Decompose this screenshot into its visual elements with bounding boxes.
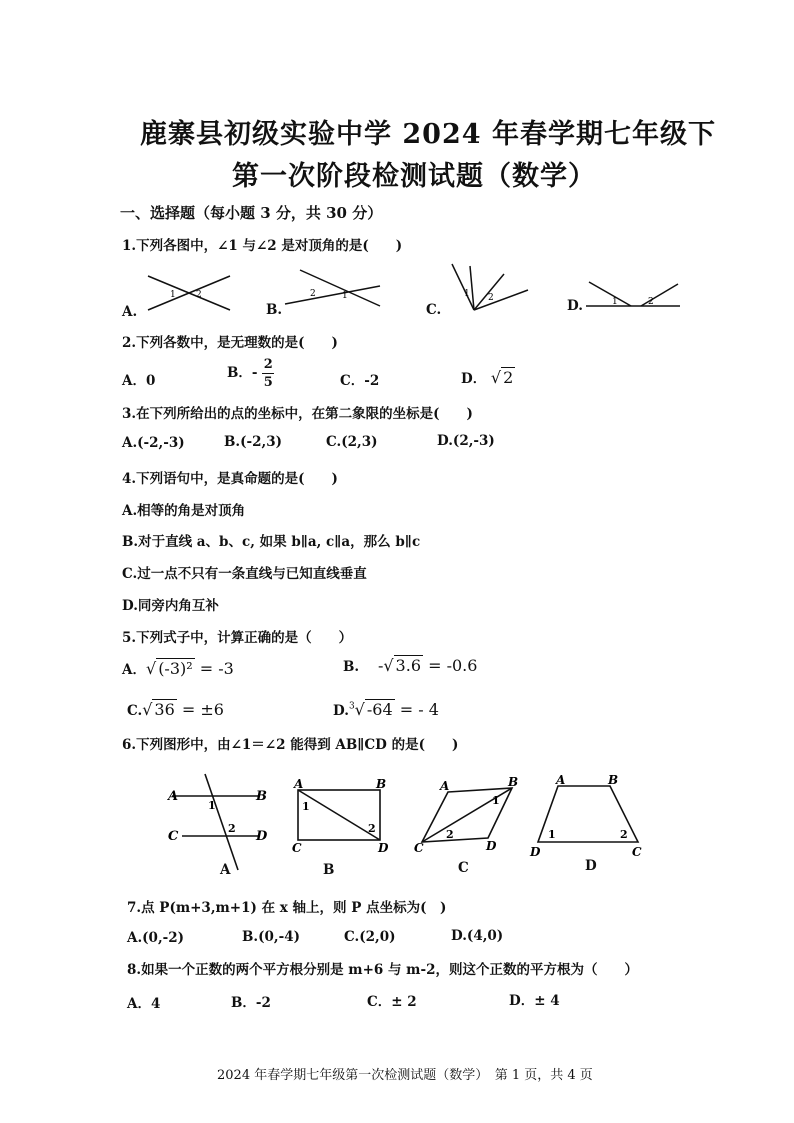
- q1b-angle-2: 2: [310, 289, 316, 299]
- q5b-radicand: 3.6: [395, 656, 421, 675]
- q1a-angle-2: 2: [196, 290, 202, 300]
- q7-option-d: D.(4,0): [451, 928, 504, 944]
- q3-option-c: C.(2,3): [326, 434, 378, 450]
- q1-option-b-label: B.: [266, 302, 283, 318]
- q6a-point-c: C: [168, 829, 179, 844]
- q5a-sqrt: √ (-3)² = -3: [145, 659, 234, 678]
- q6d-point-a: A: [556, 773, 566, 787]
- q6a-point-b: B: [256, 789, 267, 804]
- q6b-point-c: C: [292, 841, 302, 853]
- q5b-prefix: -: [377, 656, 384, 675]
- q5d-cbrt: $^3$√ -64 = - 4: [348, 700, 439, 719]
- q6c-point-c: C: [414, 841, 424, 852]
- q5-option-a: [122, 658, 234, 678]
- q6b-point-a: A: [294, 778, 304, 791]
- q5d-result: = - 4: [394, 700, 439, 719]
- q1b-angle-1: 1: [342, 291, 348, 301]
- q6a-point-d: D: [256, 829, 268, 844]
- q6c-point-a: A: [440, 779, 450, 793]
- q2-option-b: [227, 358, 274, 389]
- q4-option-a: A.相等的角是对顶角: [122, 503, 246, 519]
- q1c-angle-2: 2: [488, 293, 494, 303]
- q5a-radicand: (-3)²: [158, 659, 193, 678]
- question-4-stem: 4.下列语句中，是真命题的是( ): [122, 471, 338, 487]
- q5a-result: = -3: [194, 659, 234, 678]
- q6-caption-d: D: [585, 858, 597, 874]
- q2-fraction: [262, 358, 274, 389]
- q8-option-d: D．± 4: [509, 993, 560, 1009]
- page-footer: 2024 年春学期七年级第一次检测试题（数学） 第 1 页，共 4 页: [217, 1068, 593, 1083]
- q4-option-c: C.过一点不只有一条直线与已知直线垂直: [122, 566, 367, 582]
- q2-fraction-bar: [262, 373, 274, 374]
- question-2-stem: 2.下列各数中，是无理数的是( ): [122, 335, 338, 351]
- q6b-angle-1: 1: [302, 800, 310, 813]
- q8-option-a: A．4: [127, 996, 161, 1012]
- q5b-expr: -√ 3.6 = -0.6: [377, 656, 478, 675]
- q5b-result: = -0.6: [423, 656, 478, 675]
- question-7-stem: 7.点 P(m+3,m+1) 在 x 轴上，则 P 点坐标为( ): [127, 900, 447, 916]
- q1d-line-2: [641, 284, 678, 306]
- section-heading: 一、选择题（每小题 3 分，共 30 分）: [120, 204, 383, 222]
- q6-figure-b: [286, 778, 396, 853]
- q2-option-c: C．-2: [340, 373, 380, 389]
- q2-fraction-denominator: 5: [263, 375, 273, 390]
- q1-figure-b: [282, 266, 382, 316]
- q1-figure-c: [444, 260, 534, 316]
- q6d-angle-1: 1: [548, 828, 556, 841]
- q2-option-a: A．0: [122, 373, 156, 389]
- page-title-line1: 鹿寨县初级实验中学 2024 年春学期七年级下: [140, 119, 716, 150]
- page-title-line2: 第一次阶段检测试题（数学）: [232, 161, 596, 192]
- q3-option-a: A.(-2,-3): [122, 435, 185, 451]
- q6d-angle-2: 2: [620, 828, 628, 841]
- q2-option-d-prefix: D．: [461, 371, 487, 387]
- q1-figure-a: [140, 268, 235, 318]
- q6c-angle-2: 2: [446, 828, 454, 841]
- q1-option-a-label: A.: [122, 304, 138, 320]
- q1-option-d-label: D.: [567, 298, 583, 314]
- q7-option-b: B.(0,-4): [242, 929, 300, 945]
- q1a-angle-1: 1: [170, 290, 176, 300]
- q6c-point-d: D: [486, 839, 497, 852]
- question-6-stem: 6.下列图形中，由∠1＝∠2 能得到 AB∥CD 的是( ): [122, 737, 459, 753]
- q8-option-c: C．± 2: [367, 994, 417, 1010]
- question-1-stem: 1.下列各图中，∠1 与∠2 是对顶角的是( ): [122, 238, 403, 254]
- q2-sqrt-radicand: 2: [503, 368, 514, 387]
- q6b-point-b: B: [376, 778, 387, 791]
- q6a-point-a: A: [168, 789, 179, 804]
- q6a-angle-2: 2: [228, 822, 236, 835]
- q1d-angle-2: 2: [648, 297, 654, 307]
- q5c-radicand: 36: [154, 700, 175, 719]
- q1d-angle-1: 1: [612, 297, 618, 307]
- q1-option-c-label: C.: [426, 302, 442, 318]
- q6-caption-b: B: [323, 862, 335, 878]
- q5-option-b-label: B.: [343, 659, 360, 675]
- q6-caption-c: C: [458, 860, 469, 876]
- q3-option-d: D.(2,-3): [437, 433, 495, 449]
- q5d-index: 3: [348, 701, 355, 712]
- q5c-sqrt: √ 36 = ±6: [142, 700, 224, 719]
- q6d-point-d: D: [530, 845, 541, 858]
- q2-option-b-prefix: B．-: [227, 365, 258, 381]
- q6b-point-d: D: [378, 841, 389, 853]
- q6-figure-a: [160, 770, 275, 880]
- q6a-angle-1: 1: [208, 799, 216, 812]
- q6-caption-a: A: [220, 862, 231, 878]
- q5-option-a-label: A．: [122, 662, 146, 678]
- q2-fraction-numerator: 2: [263, 357, 273, 372]
- q7-option-a: A.(0,-2): [127, 930, 185, 946]
- q6-figure-d: [528, 772, 648, 858]
- q6c-angle-1: 1: [492, 794, 500, 807]
- q6c-point-b: B: [508, 776, 519, 789]
- q6b-angle-2: 2: [368, 822, 376, 835]
- q4-option-b: B.对于直线 a、b、c, 如果 b∥a, c∥a，那么 b∥c: [122, 534, 421, 550]
- q8-option-b: B．-2: [231, 995, 271, 1011]
- q5-option-c: [127, 700, 224, 719]
- q6-figure-c: [410, 776, 525, 852]
- q5-option-b: [343, 656, 477, 675]
- q3-option-b: B.(-2,3): [224, 434, 282, 450]
- q5d-radicand: -64: [366, 700, 393, 719]
- q7-option-c: C.(2,0): [344, 929, 396, 945]
- q1c-angle-1: 1: [464, 289, 470, 299]
- q5c-result: = ±6: [176, 700, 224, 719]
- question-3-stem: 3.在下列所给出的点的坐标中，在第二象限的坐标是( ): [122, 406, 473, 422]
- q6d-point-b: B: [608, 773, 619, 787]
- q5-option-d-label: D.: [333, 703, 349, 719]
- q4-option-d: D.同旁内角互补: [122, 598, 219, 614]
- q1b-line-1: [285, 286, 380, 304]
- q5-option-c-label: C.: [127, 703, 143, 719]
- q1-figure-d: [586, 276, 681, 312]
- q1d-line-1: [589, 282, 631, 306]
- question-5-stem: 5.下列式子中，计算正确的是（ ）: [122, 630, 353, 646]
- question-8-stem: 8.如果一个正数的两个平方根分别是 m+6 与 m-2，则这个正数的平方根为（ ）: [127, 962, 638, 978]
- q2-sqrt: √ 2: [490, 368, 514, 387]
- q2-option-d: [461, 367, 515, 387]
- q5-option-d: [333, 700, 439, 719]
- q6d-point-c: C: [632, 845, 642, 858]
